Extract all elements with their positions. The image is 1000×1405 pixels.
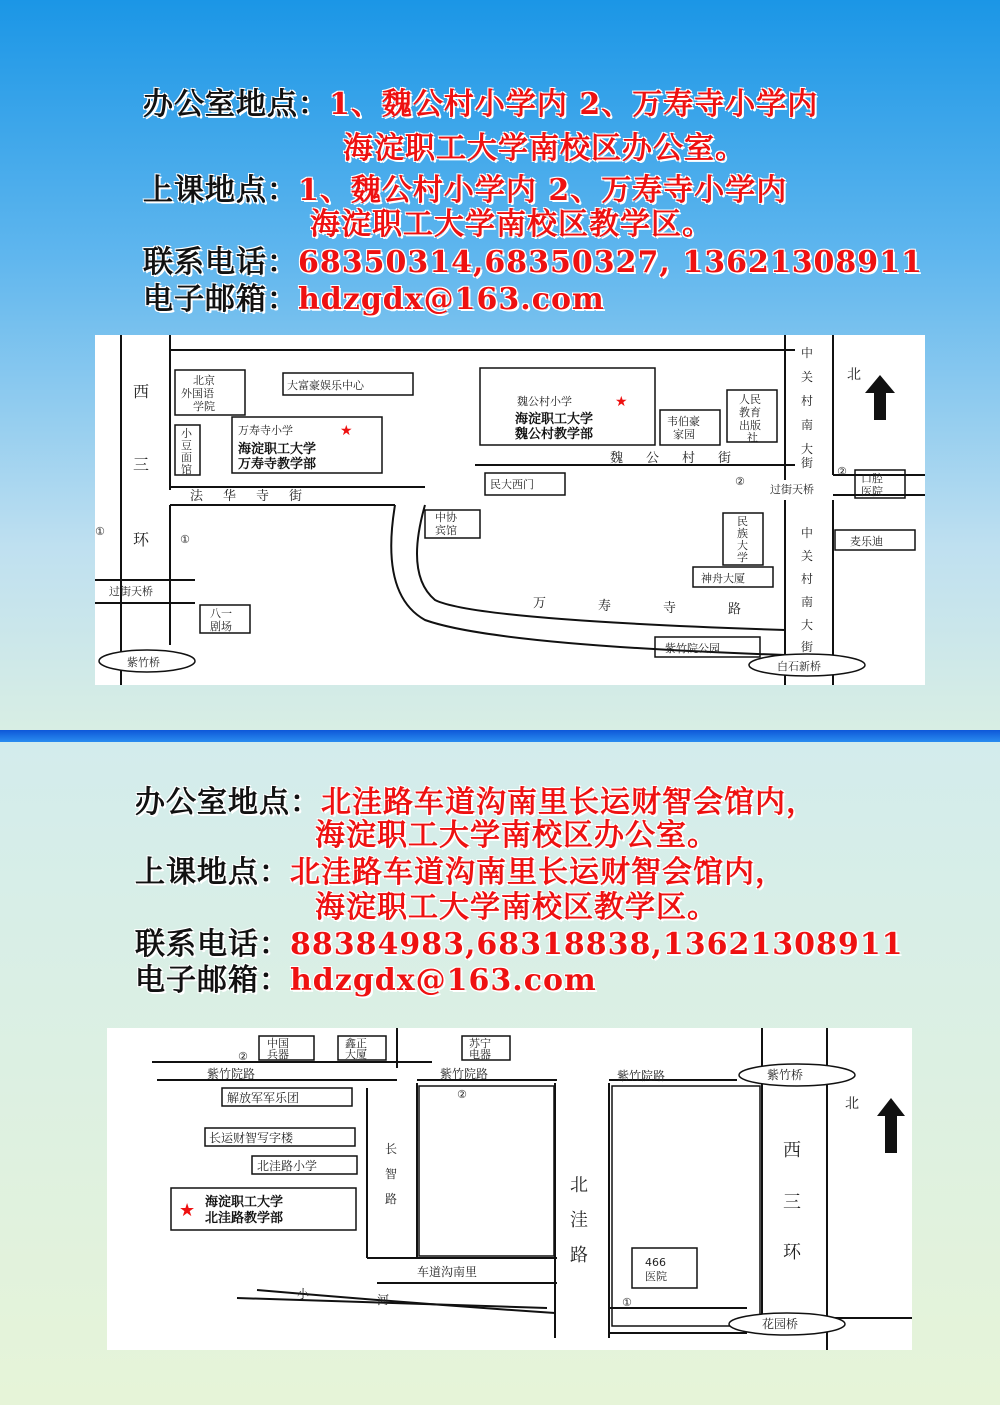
renmin-1: 人民 bbox=[739, 393, 761, 406]
road-weigongcun-4: 街 bbox=[718, 451, 732, 466]
bottom-office-line-2: 海淀职工大学南校区办公室。 bbox=[315, 818, 718, 853]
road-zgc2-4: 南 bbox=[801, 595, 814, 609]
weigongcun-campus-1: 海淀职工大学 bbox=[515, 412, 594, 427]
road-zgc-6: 街 bbox=[801, 456, 814, 470]
north-label: 北 bbox=[845, 1096, 859, 1112]
xiaohe-2: 河 bbox=[377, 1293, 390, 1307]
xiaodou-3: 面 bbox=[181, 451, 192, 464]
beiwa-road-2: 洼 bbox=[570, 1210, 588, 1231]
phone-label: 联系电话： bbox=[143, 245, 298, 280]
road-wanshousi-4: 路 bbox=[728, 602, 742, 617]
office-value: 1、魏公村小学内 2、万寿寺小学内 bbox=[329, 87, 819, 122]
shenzhou: 神舟大厦 bbox=[701, 572, 745, 585]
road-west3-2: 三 bbox=[133, 455, 150, 474]
bottom-phone-line bbox=[135, 927, 904, 962]
road-fahuasi-2: 华 bbox=[223, 489, 237, 504]
weibohao-1: 韦伯豪 bbox=[667, 415, 700, 428]
bottom-map-svg bbox=[107, 1028, 912, 1350]
north-label: 北 bbox=[847, 367, 861, 383]
huayuan-bridge: 花园桥 bbox=[762, 1317, 799, 1331]
baishi-bridge: 白石新桥 bbox=[777, 660, 821, 673]
bottom-map bbox=[107, 1028, 912, 1350]
xiaodou-1: 小 bbox=[181, 427, 192, 440]
xinzheng-1: 鑫正 bbox=[345, 1037, 367, 1050]
top-phone-line bbox=[143, 245, 923, 280]
kouqiang-2: 医院 bbox=[861, 485, 883, 498]
zhongxie-2: 宾馆 bbox=[435, 524, 457, 537]
minzu-4: 学 bbox=[737, 551, 748, 564]
road-zgc2-1: 中 bbox=[801, 526, 814, 540]
bingqi-2: 兵器 bbox=[267, 1048, 289, 1061]
hospital-1: 466 bbox=[645, 1256, 666, 1269]
weibohao-2: 家园 bbox=[673, 428, 695, 441]
road-zgc2-3: 村 bbox=[801, 572, 814, 586]
west3-1: 西 bbox=[783, 1140, 801, 1161]
guojie-east: 过街天桥 bbox=[770, 483, 814, 496]
changyun: 长运财智写字楼 bbox=[209, 1131, 294, 1145]
minzu-1: 民 bbox=[737, 515, 748, 528]
beiwa-road-1: 北 bbox=[570, 1175, 588, 1196]
bfsu-3: 学院 bbox=[193, 400, 215, 413]
email-value: hdzgdx@163.com bbox=[290, 963, 597, 998]
top-class-line bbox=[143, 173, 788, 208]
north-arrow-icon bbox=[865, 375, 895, 420]
phone-label: 联系电话： bbox=[135, 927, 290, 962]
minzu-3: 大 bbox=[737, 539, 748, 552]
office-value: 北洼路车道沟南里长运财智会馆内， bbox=[321, 785, 817, 820]
weigongcun-campus-2: 魏公村教学部 bbox=[515, 427, 594, 442]
renmin-2: 教育 bbox=[739, 406, 761, 419]
zhongxie-1: 中协 bbox=[435, 511, 457, 524]
marker-1-west: ① bbox=[95, 525, 105, 538]
road-zgc-4: 南 bbox=[801, 418, 814, 432]
road-zgc-3: 村 bbox=[801, 394, 814, 408]
top-class-line-2: 海淀职工大学南校区教学区。 bbox=[310, 207, 713, 242]
top-office-line bbox=[143, 87, 819, 122]
renmin-3: 出版 bbox=[739, 419, 761, 432]
road-west3-3: 环 bbox=[133, 530, 150, 549]
campus-1: 海淀职工大学 bbox=[205, 1195, 284, 1210]
top-office-line-2: 海淀职工大学南校区办公室。 bbox=[343, 131, 746, 166]
road-weigongcun-2: 公 bbox=[646, 451, 660, 466]
bayi-1: 八一 bbox=[210, 607, 232, 620]
class-label: 上课地点： bbox=[143, 173, 298, 208]
road-fahuasi-1: 法 bbox=[190, 489, 204, 504]
class-value: 1、魏公村小学内 2、万寿寺小学内 bbox=[298, 173, 788, 208]
bottom-office-line bbox=[135, 785, 817, 820]
bottom-class-line-2: 海淀职工大学南校区教学区。 bbox=[315, 890, 718, 925]
minzu-2: 族 bbox=[737, 527, 748, 540]
xiaodou-4: 馆 bbox=[181, 463, 192, 476]
road-west3-1: 西 bbox=[133, 382, 150, 401]
zizhu-bridge: 紫竹桥 bbox=[127, 656, 160, 669]
road-zgc2-5: 大 bbox=[801, 618, 814, 632]
minda-gate: 民大西门 bbox=[490, 478, 534, 491]
road-zgc-1: 中 bbox=[801, 346, 814, 360]
marker-1-block: ① bbox=[622, 1296, 632, 1309]
changzhi-1: 长 bbox=[385, 1142, 398, 1156]
road-zgc-5: 大 bbox=[801, 442, 814, 456]
email-value: hdzgdx@163.com bbox=[298, 282, 605, 317]
top-email-line bbox=[143, 282, 605, 317]
road-weigongcun-3: 村 bbox=[682, 451, 696, 466]
road-zgc2-6: 街 bbox=[801, 640, 814, 654]
road-fahuasi-4: 街 bbox=[289, 489, 303, 504]
beiwa-school: 北洼路小学 bbox=[257, 1159, 318, 1173]
road-wanshousi-2: 寿 bbox=[598, 599, 612, 614]
road-fahuasi-3: 寺 bbox=[256, 489, 270, 504]
phone-value: 68350314,68350327, 13621308911 bbox=[298, 245, 923, 280]
wanshousi-school: 万寿寺小学 bbox=[238, 424, 293, 437]
star-icon: ★ bbox=[340, 423, 353, 439]
zizhu-bridge: 紫竹桥 bbox=[767, 1068, 804, 1082]
suning-2: 电器 bbox=[469, 1048, 491, 1061]
chedaogou: 车道沟南里 bbox=[417, 1265, 478, 1279]
guojie-west: 过街天桥 bbox=[109, 585, 153, 598]
email-label: 电子邮箱： bbox=[135, 963, 290, 998]
zizhuyuan-park: 紫竹院公园 bbox=[665, 642, 720, 655]
campus-2: 北洼路教学部 bbox=[205, 1211, 284, 1226]
road-zgc2-2: 关 bbox=[801, 549, 814, 563]
west3-2: 三 bbox=[783, 1192, 801, 1213]
xiaodou-2: 豆 bbox=[181, 439, 192, 452]
zizhuyuan-road-1: 紫竹院路 bbox=[207, 1067, 256, 1081]
zizhuyuan-road-3: 紫竹院路 bbox=[617, 1069, 666, 1083]
bfsu-1: 北京 bbox=[193, 374, 215, 387]
marker-2-bingqi: ② bbox=[238, 1050, 248, 1063]
office-label: 办公室地点： bbox=[135, 785, 321, 820]
dafuhao: 大富豪娱乐中心 bbox=[287, 379, 364, 392]
kouqiang-1: 口腔 bbox=[861, 472, 883, 485]
maildi: 麦乐迪 bbox=[850, 535, 883, 548]
bingqi-1: 中国 bbox=[267, 1037, 289, 1050]
hospital-2: 医院 bbox=[645, 1270, 667, 1283]
top-map-svg bbox=[95, 335, 925, 685]
star-icon: ★ bbox=[179, 1200, 196, 1221]
marker-2-zgc: ② bbox=[837, 465, 847, 478]
class-value: 北洼路车道沟南里长运财智会馆内， bbox=[290, 855, 786, 890]
zizhuyuan-road-2: 紫竹院路 bbox=[440, 1067, 489, 1081]
bottom-email-line bbox=[135, 963, 597, 998]
changzhi-2: 智 bbox=[385, 1167, 398, 1181]
xiaohe-1: 小 bbox=[297, 1287, 310, 1301]
north-arrow-icon bbox=[877, 1098, 905, 1153]
phone-value: 88384983,68318838,13621308911 bbox=[290, 927, 904, 962]
road-wanshousi-1: 万 bbox=[533, 596, 547, 611]
marker-2-east: ② bbox=[735, 475, 745, 488]
office-label: 办公室地点： bbox=[143, 87, 329, 122]
west3-3: 环 bbox=[783, 1242, 801, 1263]
renmin-4: 社 bbox=[747, 431, 758, 444]
road-wanshousi-3: 寺 bbox=[663, 601, 677, 616]
wanshousi-campus-1: 海淀职工大学 bbox=[238, 442, 317, 457]
top-map bbox=[95, 335, 925, 685]
marker-1-inner: ① bbox=[180, 533, 190, 546]
xinzheng-2: 大厦 bbox=[345, 1048, 367, 1061]
changzhi-3: 路 bbox=[385, 1192, 398, 1206]
road-weigongcun-1: 魏 bbox=[610, 451, 624, 466]
class-label: 上课地点： bbox=[135, 855, 290, 890]
marker-2-block: ② bbox=[457, 1088, 467, 1101]
road-zgc-2: 关 bbox=[801, 370, 814, 384]
star-icon: ★ bbox=[615, 394, 628, 410]
beiwa-road-3: 路 bbox=[570, 1245, 588, 1266]
jiefangjun: 解放军军乐团 bbox=[227, 1091, 300, 1105]
bfsu-2: 外国语 bbox=[181, 387, 214, 400]
bottom-class-line bbox=[135, 855, 786, 890]
wanshousi-campus-2: 万寿寺教学部 bbox=[238, 457, 317, 472]
suning-1: 苏宁 bbox=[469, 1037, 491, 1050]
email-label: 电子邮箱： bbox=[143, 282, 298, 317]
section-divider bbox=[0, 730, 1000, 742]
weigongcun-school: 魏公村小学 bbox=[517, 395, 572, 408]
bayi-2: 剧场 bbox=[210, 620, 232, 633]
